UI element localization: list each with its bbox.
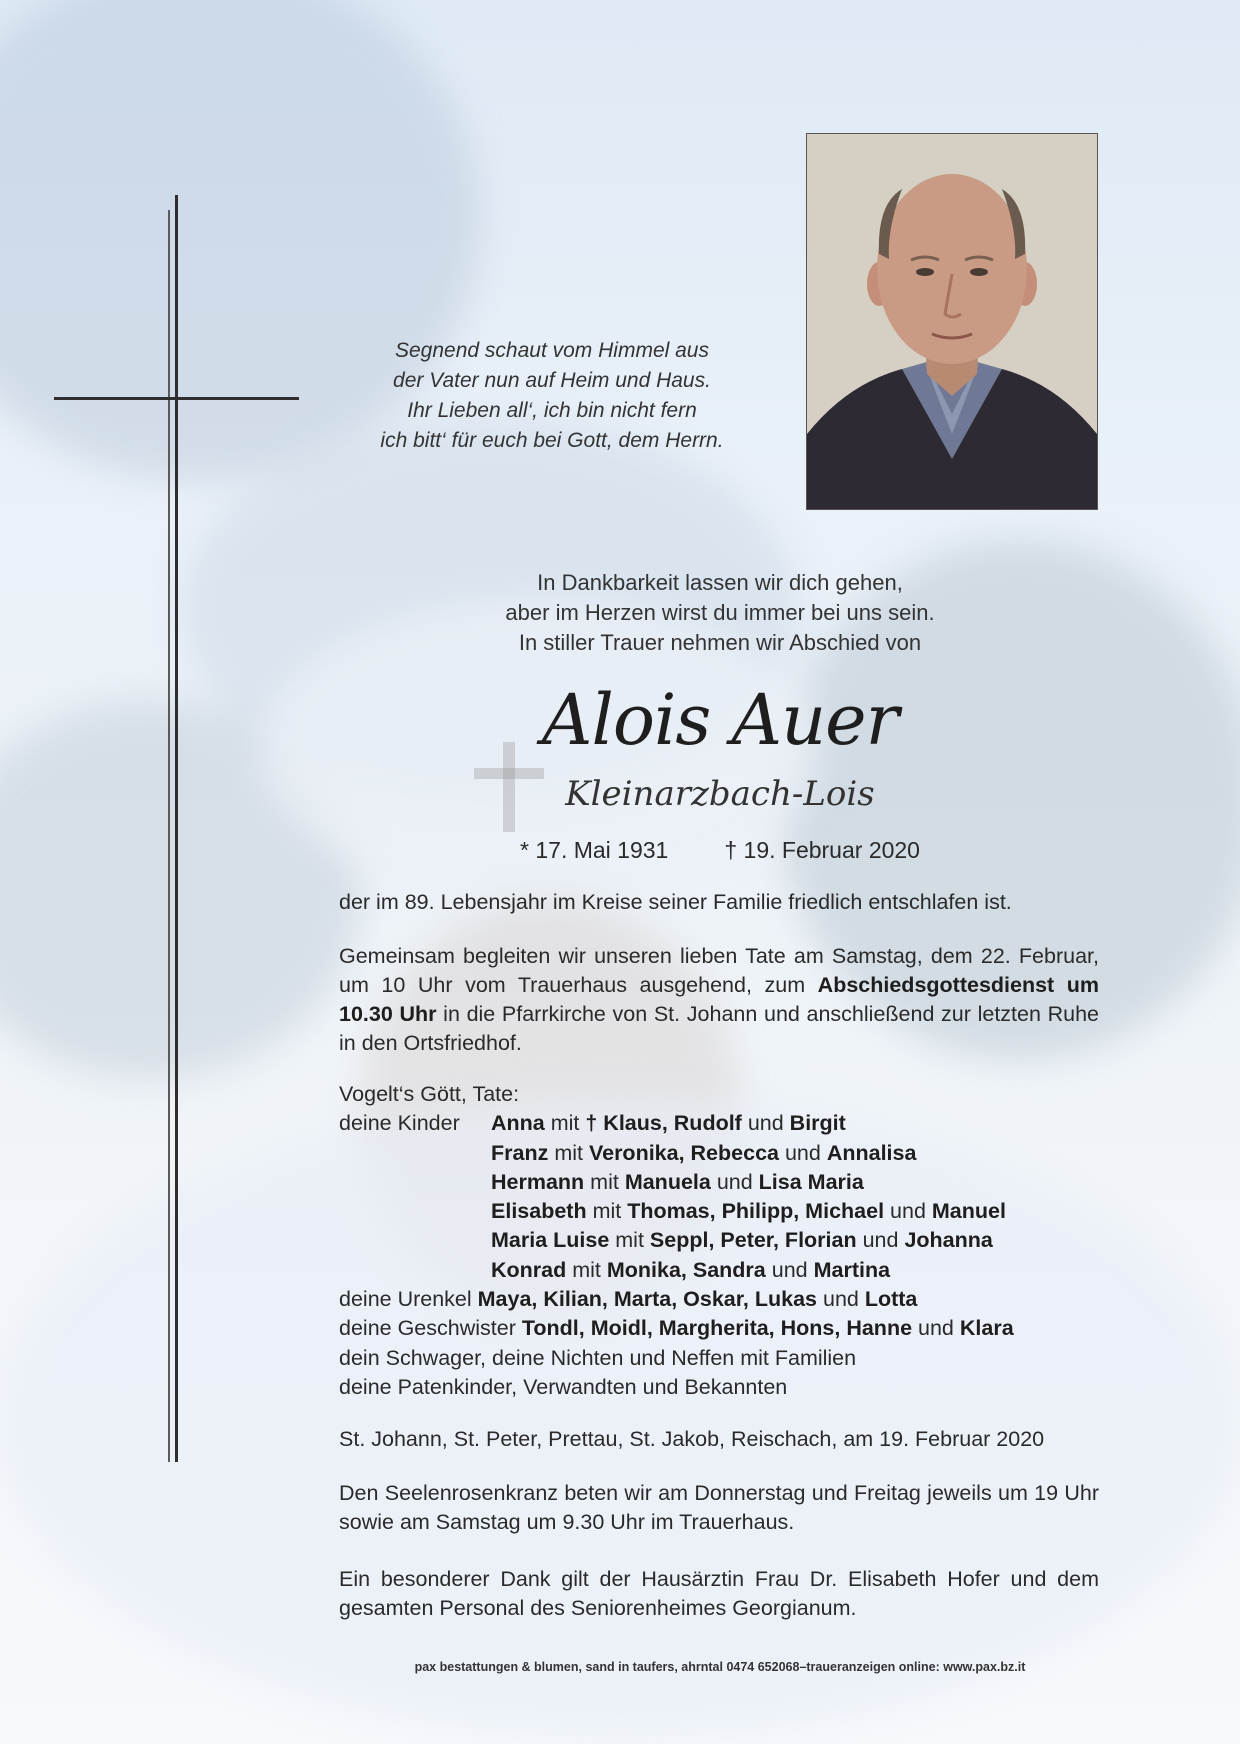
relatives-row — [339, 1344, 1099, 1373]
family-member-name: Konrad — [491, 1257, 567, 1282]
poem-line: der Vater nun auf Heim und Haus. — [393, 369, 711, 392]
family-member-name: Klara — [959, 1316, 1014, 1341]
family-connector: dein Schwager, deine Nichten und Neffen mit Familien — [339, 1345, 857, 1370]
portrait-photo — [806, 133, 1098, 510]
family-member-name: Elisabeth — [491, 1199, 587, 1224]
family-connector: und — [856, 1228, 905, 1253]
family-connector: deine Patenkinder, Verwandten und Bekannten — [339, 1374, 788, 1399]
family-connector: und — [884, 1199, 932, 1224]
family-connector: mit — [548, 1140, 589, 1165]
funeral-text — [339, 942, 1099, 1058]
deceased-nickname: Kleinarzbach-Lois — [565, 774, 875, 814]
intro-line: In stiller Trauer nehmen wir Abschied von — [518, 630, 922, 655]
funeral-text-part1: Gemeinsam begleiten wir unseren lieben Tate am Samstag, dem 22. Februar, um 10 Uhr vom Trauerhaus ausgehend, zum — [339, 944, 1099, 997]
family-member-name: Manuela — [624, 1169, 711, 1194]
family-connector: mit — [584, 1169, 625, 1194]
child-row — [339, 1256, 1099, 1285]
children-block — [339, 1109, 1099, 1285]
children-label: deine Kinder — [339, 1111, 460, 1136]
family-connector: und — [765, 1257, 814, 1282]
family-member-name: Maria Luise — [491, 1228, 610, 1253]
intro-text — [420, 568, 1020, 658]
poem-line: Segnend schaut vom Himmel aus — [395, 339, 709, 362]
family-member-name: Hermann — [491, 1169, 585, 1194]
poem — [352, 336, 752, 456]
passing-text: der im 89. Lebensjahr im Kreise seiner Familie friedlich entschlafen ist. — [339, 890, 1012, 914]
family-heading: Vogelt‘s Gött, Tate: — [339, 1082, 520, 1106]
death-date: † 19. Februar 2020 — [724, 837, 920, 863]
family-member-name: Tondl, Moidl, Margherita, Hons, Hanne — [521, 1316, 913, 1341]
family-member-name: Manuel — [931, 1199, 1006, 1224]
family-member-name: Birgit — [789, 1111, 846, 1136]
relatives-row — [339, 1373, 1099, 1402]
funeral-text-part2: in die Pfarrkirche von St. Johann und anschließend zur letzten Ruhe in den Ortsfriedhof. — [339, 1002, 1099, 1055]
intro-line: aber im Herzen wirst du immer bei uns sein. — [505, 600, 935, 625]
child-row — [339, 1197, 1099, 1226]
family-member-name: † Klaus, Rudolf — [585, 1111, 742, 1136]
cross-vertical — [175, 195, 178, 1462]
family-member-name: Lotta — [864, 1287, 918, 1312]
family-list — [339, 1080, 1099, 1402]
relatives-row — [339, 1314, 1099, 1343]
family-member-name: Seppl, Peter, Florian — [649, 1228, 857, 1253]
intro-line: In Dankbarkeit lassen wir dich gehen, — [537, 570, 903, 595]
family-connector: und — [778, 1140, 827, 1165]
rosary-text: Den Seelenrosenkranz beten wir am Donnerstag und Freitag jeweils um 19 Uhr sowie am Samstag um 9.30 Uhr im Trauerhaus. — [339, 1481, 1099, 1534]
family-connector: mit — [544, 1111, 586, 1136]
thanks-text: Ein besonderer Dank gilt der Hausärztin Frau Dr. Elisabeth Hofer und dem gesamten Personal des Seniorenheimes Georgianum. — [339, 1567, 1099, 1620]
family-member-name: Veronika, Rebecca — [588, 1140, 779, 1165]
poem-line: Ihr Lieben all‘, ich bin nicht fern — [407, 399, 697, 422]
family-member-name: Thomas, Philipp, Michael — [627, 1199, 885, 1224]
deceased-name: Alois Auer — [541, 679, 899, 761]
family-connector: mit — [566, 1257, 607, 1282]
family-member-name: Anna — [491, 1111, 545, 1136]
family-connector: und — [741, 1111, 790, 1136]
family-member-name: Annalisa — [826, 1140, 917, 1165]
child-row — [339, 1139, 1099, 1168]
birth-date: * 17. Mai 1931 — [520, 837, 669, 863]
relatives-row — [339, 1285, 1099, 1314]
place-date: St. Johann, St. Peter, Prettau, St. Jakob, Reischach, am 19. Februar 2020 — [339, 1427, 1045, 1451]
family-connector: mit — [609, 1228, 650, 1253]
family-connector: mit — [586, 1199, 628, 1224]
child-row — [339, 1168, 1099, 1197]
footer-contact: pax bestattungen & blumen, sand in taufers, ahrntal 0474 652068–traueranzeigen online: www.pax.bz.it — [414, 1660, 1026, 1674]
family-connector: deine Geschwister — [339, 1316, 522, 1341]
life-dates — [420, 834, 1020, 866]
poem-line: ich bitt‘ für euch bei Gott, dem Herrn. — [380, 429, 724, 452]
family-connector: und — [817, 1287, 865, 1312]
cross-horizontal — [54, 397, 299, 400]
family-connector: deine Urenkel — [339, 1287, 478, 1312]
family-member-name: Maya, Kilian, Marta, Oskar, Lukas — [477, 1287, 818, 1312]
funeral-service-time: Abschiedsgottesdienst um 10.30 Uhr — [339, 973, 1100, 1026]
family-member-name: Lisa Maria — [758, 1169, 864, 1194]
child-row — [339, 1226, 1099, 1255]
family-connector: und — [710, 1169, 759, 1194]
family-connector: und — [912, 1316, 960, 1341]
family-member-name: Franz — [491, 1140, 549, 1165]
family-member-name: Johanna — [904, 1228, 993, 1253]
family-member-name: Monika, Sandra — [606, 1257, 766, 1282]
family-member-name: Martina — [813, 1257, 891, 1282]
